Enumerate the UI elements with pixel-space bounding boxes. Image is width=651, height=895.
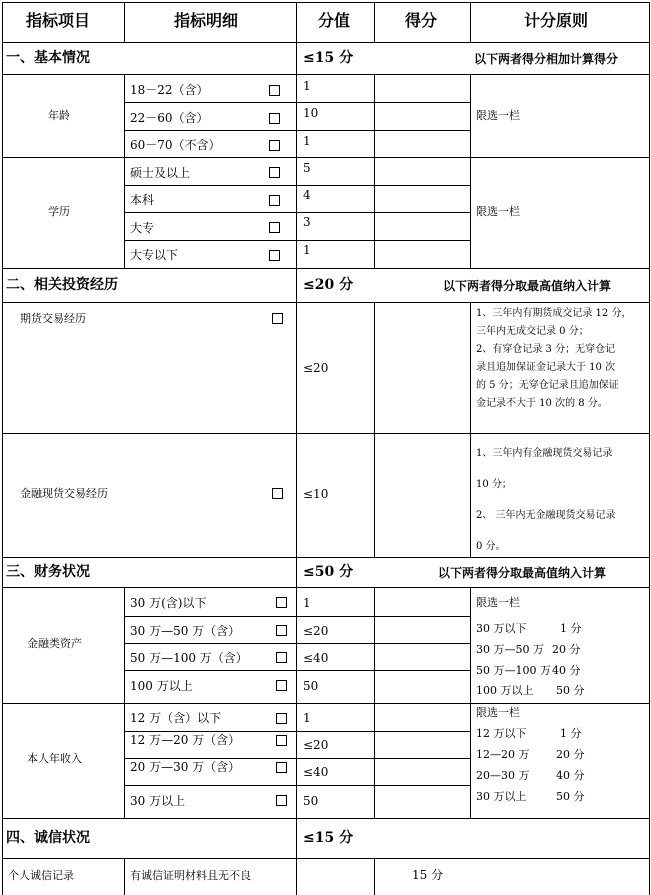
spot-rule: 1、三年内有金融现货交易记录 10 分； 2、 三年内无金融现货交易记录 0 分。 [476, 448, 616, 552]
income-rule-range: 12—20 万 [476, 748, 530, 761]
income-option-checkbox[interactable] [276, 713, 287, 724]
assets-option-checkbox[interactable] [276, 680, 287, 691]
header-score-value: 分值 [318, 11, 351, 30]
income-rule-range: 20—30 万 [476, 769, 530, 782]
education-option-checkbox[interactable] [269, 167, 280, 178]
income-rule-title: 限选一栏 [476, 706, 520, 719]
grid-line [124, 102, 470, 103]
grid-line [124, 643, 470, 644]
assets-option-score: ≤40 [303, 651, 329, 665]
header-earned: 得分 [405, 11, 438, 30]
grid-line [2, 157, 650, 158]
grid-line [2, 302, 650, 303]
assets-rule-points: 50 分 [556, 684, 585, 697]
section-invest-note: 以下两者得分取最高值纳入计算 [443, 279, 612, 293]
income-rule-range: 12 万以下 [476, 727, 527, 740]
grid-line [296, 2, 297, 895]
assets-option-detail: 30 万—50 万（含） [130, 624, 241, 638]
age-option-score: 10 [303, 106, 319, 120]
income-option-detail: 30 万以上 [130, 794, 186, 808]
education-option-checkbox[interactable] [269, 250, 280, 261]
futures-checkbox[interactable] [272, 313, 283, 324]
education-option-detail: 本科 [130, 193, 155, 207]
header-detail: 指标明细 [174, 11, 239, 30]
income-option-detail: 12 万—20 万（含） [130, 733, 241, 747]
income-rule-range: 30 万以上 [476, 790, 527, 803]
age-option-detail: 60－70（不含） [130, 138, 221, 152]
grid-line [2, 858, 650, 859]
grid-line [2, 587, 650, 588]
header-rule: 计分原则 [524, 11, 589, 30]
assets-label: 金融类资产 [27, 637, 82, 650]
grid-line [2, 42, 650, 43]
grid-line [124, 2, 125, 42]
integrity-detail: 有诚信证明材料且无不良 [130, 869, 251, 882]
grid-line [374, 302, 375, 557]
grid-line [124, 185, 470, 186]
income-rule-points: 20 分 [556, 748, 585, 761]
grid-line [2, 2, 3, 895]
income-rule-points: 40 分 [556, 769, 585, 782]
income-rule-points: 1 分 [560, 727, 582, 740]
age-option-score: 1 [303, 134, 311, 148]
income-option-score: 1 [303, 711, 311, 725]
grid-line [124, 212, 470, 213]
education-option-checkbox[interactable] [269, 195, 280, 206]
age-option-checkbox[interactable] [269, 85, 280, 96]
section-finance-cap: ≤50 分 [303, 564, 354, 580]
grid-line [374, 74, 375, 268]
education-option-score: 5 [303, 161, 311, 175]
age-rule: 限选一栏 [476, 109, 520, 122]
grid-line [2, 2, 650, 3]
income-option-checkbox[interactable] [276, 735, 287, 746]
grid-line [470, 302, 471, 557]
assets-option-detail: 30 万(含)以下 [130, 596, 207, 610]
grid-line [2, 74, 650, 75]
grid-line [124, 785, 470, 786]
education-option-detail: 硕士及以上 [130, 166, 191, 180]
assets-option-score: 1 [303, 596, 311, 610]
grid-line [649, 2, 650, 895]
assets-option-detail: 50 万—100 万（含） [130, 651, 248, 665]
income-option-checkbox[interactable] [276, 762, 287, 773]
grid-line [2, 703, 650, 704]
education-option-checkbox[interactable] [269, 222, 280, 233]
grid-line [124, 130, 470, 131]
grid-line [124, 616, 470, 617]
education-option-score: 1 [303, 243, 311, 257]
assets-rule-range: 30 万以下 [476, 622, 527, 635]
grid-line [124, 858, 125, 895]
assets-rule-points: 1 分 [560, 622, 582, 635]
income-label: 本人年收入 [27, 752, 82, 765]
spot-score: ≤10 [303, 487, 329, 501]
assets-rule-points: 20 分 [552, 643, 581, 656]
futures-rule: 1、三年内有期货成交记录 12 分， 三年内无成交记录 0 分； 2、有穿仓记录 3 分；无穿仓记 录且追加保证金记录大于 10 次 的 5 分；无穿仓记录且追加保证 金记录不大于 10 次的 8 分。 [476, 308, 632, 409]
education-rule: 限选一栏 [476, 205, 520, 218]
assets-option-score: 50 [303, 679, 319, 693]
assets-rule-points: 40 分 [552, 664, 581, 677]
education-option-score: 4 [303, 188, 311, 202]
assets-rule-title: 限选一栏 [476, 596, 520, 609]
age-option-detail: 18－22（含） [130, 83, 209, 97]
assets-option-score: ≤20 [303, 624, 329, 638]
grid-line [124, 240, 470, 241]
section-finance-note: 以下两者得分取最高值纳入计算 [438, 566, 607, 580]
education-option-detail: 大专 [130, 221, 155, 235]
age-option-checkbox[interactable] [269, 113, 280, 124]
section-basic-cap: ≤15 分 [303, 50, 354, 66]
grid-line [124, 670, 470, 671]
income-option-score: ≤20 [303, 738, 329, 752]
assets-option-detail: 100 万以上 [130, 679, 193, 693]
assets-option-checkbox[interactable] [276, 597, 287, 608]
section-integrity-cap: ≤15 分 [303, 830, 354, 846]
assets-rule-range: 100 万以上 [476, 684, 534, 697]
section-invest-title: 二、相关投资经历 [6, 277, 118, 293]
grid-line [124, 758, 470, 759]
grid-line [124, 731, 470, 732]
grid-line [124, 74, 125, 268]
grid-line [2, 433, 650, 434]
spot-checkbox[interactable] [272, 488, 283, 499]
income-rule-points: 50 分 [556, 790, 585, 803]
income-option-checkbox[interactable] [276, 795, 287, 806]
grid-line [470, 74, 471, 268]
age-option-score: 1 [303, 79, 311, 93]
age-label: 年龄 [48, 109, 70, 122]
futures-score: ≤20 [303, 361, 329, 375]
section-finance-title: 三、财务状况 [6, 564, 90, 580]
grid-line [470, 587, 471, 818]
education-label: 学历 [48, 205, 70, 218]
grid-line [2, 268, 650, 269]
education-option-detail: 大专以下 [130, 248, 179, 262]
section-integrity-title: 四、诚信状况 [6, 830, 90, 846]
income-option-detail: 20 万—30 万（含） [130, 760, 241, 774]
spot-label: 金融现货交易经历 [20, 487, 108, 500]
integrity-label: 个人诚信记录 [8, 869, 74, 882]
grid-line [374, 858, 375, 895]
assets-rule-range: 50 万—100 万 [476, 664, 551, 677]
section-invest-cap: ≤20 分 [303, 277, 354, 293]
income-option-detail: 12 万（含）以下 [130, 711, 222, 725]
assets-option-checkbox[interactable] [276, 625, 287, 636]
assets-option-checkbox[interactable] [276, 652, 287, 663]
assets-rule-range: 30 万—50 万 [476, 643, 544, 656]
income-option-score: 50 [303, 794, 319, 808]
integrity-earned: 15 分 [412, 868, 444, 882]
grid-line [374, 587, 375, 818]
age-option-checkbox[interactable] [269, 140, 280, 151]
grid-line [124, 587, 125, 818]
grid-line [470, 2, 471, 42]
grid-line [2, 818, 650, 819]
section-basic-note: 以下两者得分相加计算得分 [474, 52, 619, 66]
income-option-score: ≤40 [303, 765, 329, 779]
futures-label: 期货交易经历 [20, 312, 86, 325]
education-option-score: 3 [303, 215, 311, 229]
age-option-detail: 22－60（含） [130, 111, 209, 125]
section-basic-title: 一、基本情况 [6, 50, 90, 66]
grid-line [374, 2, 375, 42]
header-item: 指标项目 [26, 11, 91, 30]
